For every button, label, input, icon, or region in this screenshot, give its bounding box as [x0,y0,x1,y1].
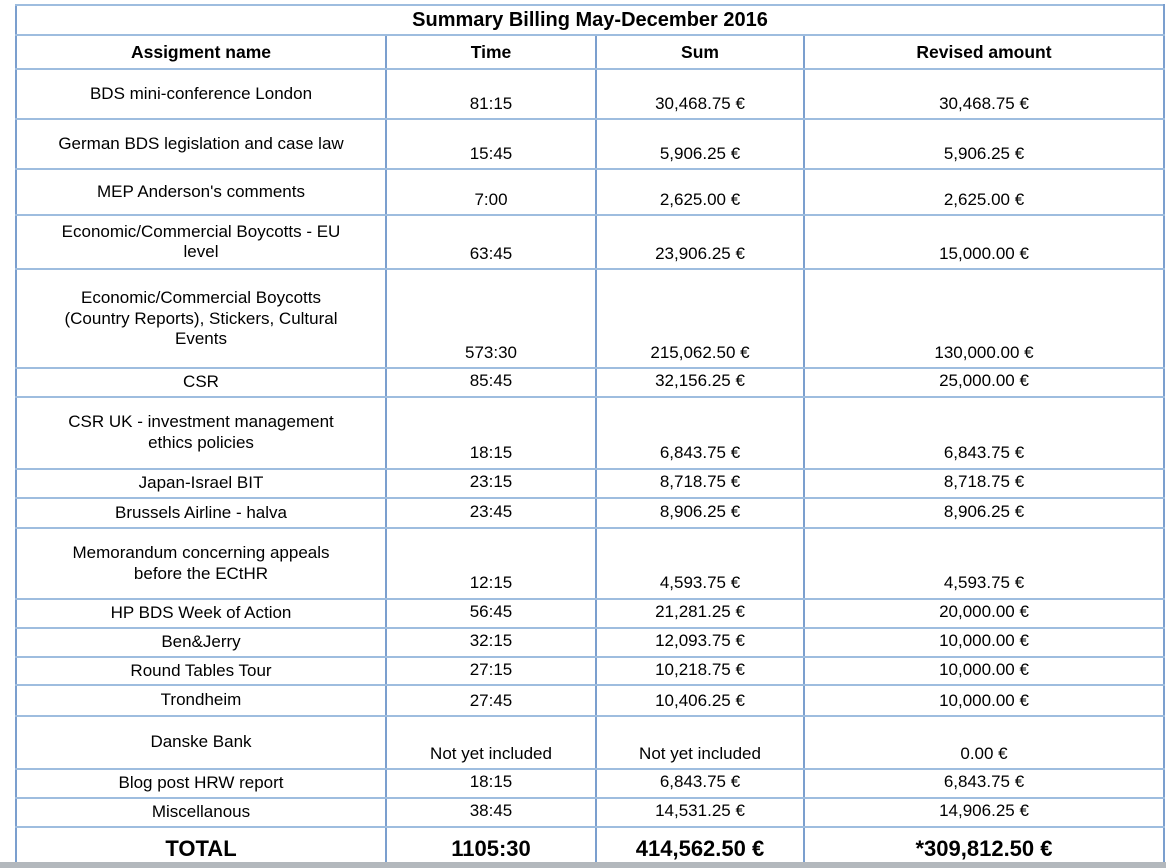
time-cell: 81:15 [386,69,596,119]
billing-summary-table [15,4,1165,868]
revised-amount-cell: 25,000.00 € [804,368,1164,397]
sum-cell: 2,625.00 € [596,169,804,215]
sum-cell: 14,531.25 € [596,798,804,827]
assignment-name-cell: HP BDS Week of Action [16,599,386,628]
time-cell: 7:00 [386,169,596,215]
sum-cell: 32,156.25 € [596,368,804,397]
time-cell: Not yet included [386,716,596,769]
assignment-name-cell: Danske Bank [16,716,386,769]
table-row [16,628,1164,657]
revised-amount-cell: 5,906.25 € [804,119,1164,169]
time-cell: 32:15 [386,628,596,657]
table-row [16,769,1164,798]
revised-amount-cell: 14,906.25 € [804,798,1164,827]
assignment-name-cell: Brussels Airline - halva [16,498,386,528]
assignment-name-cell: Miscellanous [16,798,386,827]
revised-amount-cell: 6,843.75 € [804,769,1164,798]
column-header-assignment-name: Assigment name [16,35,386,69]
time-cell: 27:45 [386,685,596,716]
table-row [16,397,1164,469]
revised-amount-cell: 30,468.75 € [804,69,1164,119]
assignment-name-cell: Japan-Israel BIT [16,469,386,498]
table-row [16,685,1164,716]
assignment-name-cell: Trondheim [16,685,386,716]
table-row [16,657,1164,686]
table-row [16,215,1164,269]
assignment-name-cell: Economic/Commercial Boycotts (Country Reports), Stickers, Cultural Events [16,269,386,368]
time-cell: 15:45 [386,119,596,169]
table-row [16,599,1164,628]
assignment-name-cell: CSR UK - investment management ethics policies [16,397,386,469]
time-cell: 12:15 [386,528,596,599]
total-revised-amount-cell: *309,812.50 € [804,827,1164,868]
revised-amount-cell: 8,906.25 € [804,498,1164,528]
table-row [16,368,1164,397]
sum-cell: 4,593.75 € [596,528,804,599]
total-time-cell: 1105:30 [386,827,596,868]
revised-amount-cell: 0.00 € [804,716,1164,769]
revised-amount-cell: 6,843.75 € [804,397,1164,469]
assignment-name-cell: CSR [16,368,386,397]
sum-cell: 23,906.25 € [596,215,804,269]
table-row [16,69,1164,119]
table-row [16,269,1164,368]
time-cell: 56:45 [386,599,596,628]
sum-cell: 30,468.75 € [596,69,804,119]
revised-amount-cell: 20,000.00 € [804,599,1164,628]
revised-amount-cell: 10,000.00 € [804,657,1164,686]
sum-cell: 6,843.75 € [596,769,804,798]
sum-cell: 215,062.50 € [596,269,804,368]
time-cell: 38:45 [386,798,596,827]
table-row [16,798,1164,827]
column-header-time: Time [386,35,596,69]
table-row [16,716,1164,769]
table-row [16,528,1164,599]
sum-cell: 10,218.75 € [596,657,804,686]
table-header-row [16,35,1164,69]
time-cell: 85:45 [386,368,596,397]
revised-amount-cell: 15,000.00 € [804,215,1164,269]
table-row [16,469,1164,498]
time-cell: 23:45 [386,498,596,528]
table-title: Summary Billing May-December 2016 [16,5,1164,35]
table-row [16,169,1164,215]
sum-cell: 21,281.25 € [596,599,804,628]
table-row [16,498,1164,528]
sum-cell: 8,718.75 € [596,469,804,498]
time-cell: 18:15 [386,397,596,469]
revised-amount-cell: 10,000.00 € [804,628,1164,657]
time-cell: 63:45 [386,215,596,269]
total-sum-cell: 414,562.50 € [596,827,804,868]
assignment-name-cell: Blog post HRW report [16,769,386,798]
revised-amount-cell: 8,718.75 € [804,469,1164,498]
assignment-name-cell: MEP Anderson's comments [16,169,386,215]
revised-amount-cell: 130,000.00 € [804,269,1164,368]
assignment-name-cell: Economic/Commercial Boycotts - EU level [16,215,386,269]
window-edge-strip [0,862,1166,868]
revised-amount-cell: 10,000.00 € [804,685,1164,716]
sum-cell: 12,093.75 € [596,628,804,657]
assignment-name-cell: Ben&Jerry [16,628,386,657]
sum-cell: 8,906.25 € [596,498,804,528]
total-label-cell: TOTAL [16,827,386,868]
assignment-name-cell: Round Tables Tour [16,657,386,686]
time-cell: 573:30 [386,269,596,368]
time-cell: 18:15 [386,769,596,798]
sum-cell: 6,843.75 € [596,397,804,469]
sum-cell: Not yet included [596,716,804,769]
table-row [16,119,1164,169]
time-cell: 27:15 [386,657,596,686]
assignment-name-cell: Memorandum concerning appeals before the ECtHR [16,528,386,599]
sum-cell: 10,406.25 € [596,685,804,716]
revised-amount-cell: 2,625.00 € [804,169,1164,215]
table-title-row [16,5,1164,35]
assignment-name-cell: BDS mini-conference London [16,69,386,119]
sum-cell: 5,906.25 € [596,119,804,169]
assignment-name-cell: German BDS legislation and case law [16,119,386,169]
column-header-revised-amount: Revised amount [804,35,1164,69]
revised-amount-cell: 4,593.75 € [804,528,1164,599]
column-header-sum: Sum [596,35,804,69]
time-cell: 23:15 [386,469,596,498]
